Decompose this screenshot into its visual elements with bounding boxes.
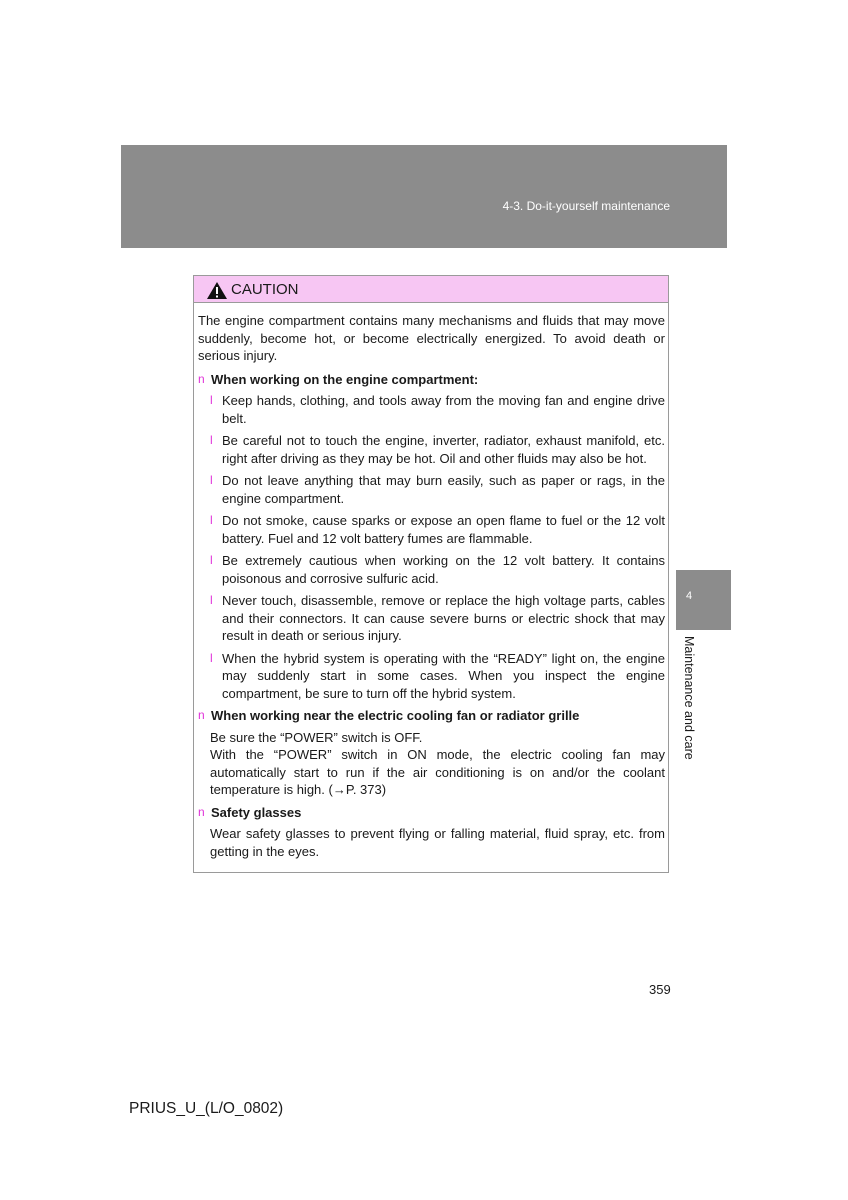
bullet-marker: l <box>210 433 213 447</box>
section-engine-compartment <box>198 371 665 703</box>
section-cooling-fan <box>198 707 665 799</box>
page-number: 359 <box>649 982 671 997</box>
list-item-text: Keep hands, clothing, and tools away from the moving fan and engine drive belt. <box>222 393 665 426</box>
list-item <box>198 432 665 467</box>
caution-intro: The engine compartment contains many mechanisms and fluids that may move suddenly, become hot, or become electrically energized. To avoid death or serious injury. <box>198 313 665 363</box>
list-item <box>198 512 665 547</box>
bullet-marker: l <box>210 553 213 567</box>
list-item <box>198 650 665 703</box>
bullet-marker: l <box>210 473 213 487</box>
section-heading-text: When working near the electric cooling fan or radiator grille <box>211 708 580 723</box>
chapter-label: Maintenance and care <box>682 636 696 760</box>
list-item <box>198 592 665 645</box>
list-item-text: Be careful not to touch the engine, inverter, radiator, exhaust manifold, etc. right after driving as they may be hot. Oil and other fluids may also be hot. <box>222 433 665 466</box>
section-paragraph: Wear safety glasses to prevent flying or falling material, fluid spray, etc. from getting in the eyes. <box>210 826 665 859</box>
caution-title: CAUTION <box>231 281 299 298</box>
list-item-text: Do not leave anything that may burn easily, such as paper or rags, in the engine compartment. <box>222 473 665 506</box>
bullet-marker: l <box>210 593 213 607</box>
list-item-text: Be extremely cautious when working on the 12 volt battery. It contains poisonous and corrosive sulfuric acid. <box>222 553 665 586</box>
caution-box <box>193 275 669 873</box>
list-item-text: Never touch, disassemble, remove or replace the high voltage parts, cables and their connectors. It can cause severe burns or electric shock that may result in death or serious injury. <box>222 593 665 643</box>
section-paragraph: Be sure the “POWER” switch is OFF. <box>210 729 423 745</box>
list-item-text: Do not smoke, cause sparks or expose an open flame to fuel or the 12 volt battery. Fuel and 12 volt battery fumes are flammable. <box>222 513 665 546</box>
warning-triangle-icon <box>206 281 228 300</box>
section-paragraph: With the “POWER” switch in ON mode, the electric cooling fan may automatically start to run if the air conditioning is on and/or the coolant temperature is high. (→P. 373) <box>210 747 665 797</box>
chapter-number: 4 <box>686 590 693 602</box>
bullet-marker: l <box>210 650 213 665</box>
section-heading <box>198 371 665 389</box>
section-heading <box>198 707 665 725</box>
list-item <box>198 552 665 587</box>
bullet-marker: l <box>210 513 213 527</box>
list-item <box>198 392 665 427</box>
section-heading-text: Safety glasses <box>211 804 302 820</box>
caution-header <box>194 276 668 303</box>
header-band <box>121 145 727 248</box>
section-marker: n <box>198 708 205 722</box>
bullet-marker: l <box>210 393 213 407</box>
document-code: PRIUS_U_(L/O_0802) <box>129 1100 284 1117</box>
caution-body <box>198 312 665 865</box>
section-marker: n <box>198 804 205 819</box>
bullet-list <box>198 392 665 702</box>
list-item <box>198 472 665 507</box>
list-item-text: When the hybrid system is operating with the “READY” light on, the engine may suddenly start in some cases. When you inspect the engine compartment, be sure to turn off the hybrid system. <box>222 650 665 701</box>
chapter-tab <box>676 570 731 630</box>
section-heading-text: When working on the engine compartment: <box>211 371 479 387</box>
section-heading <box>198 804 665 822</box>
section-title: 4-3. Do-it-yourself maintenance <box>502 199 670 213</box>
section-marker: n <box>198 371 205 386</box>
section-safety-glasses <box>198 804 665 861</box>
